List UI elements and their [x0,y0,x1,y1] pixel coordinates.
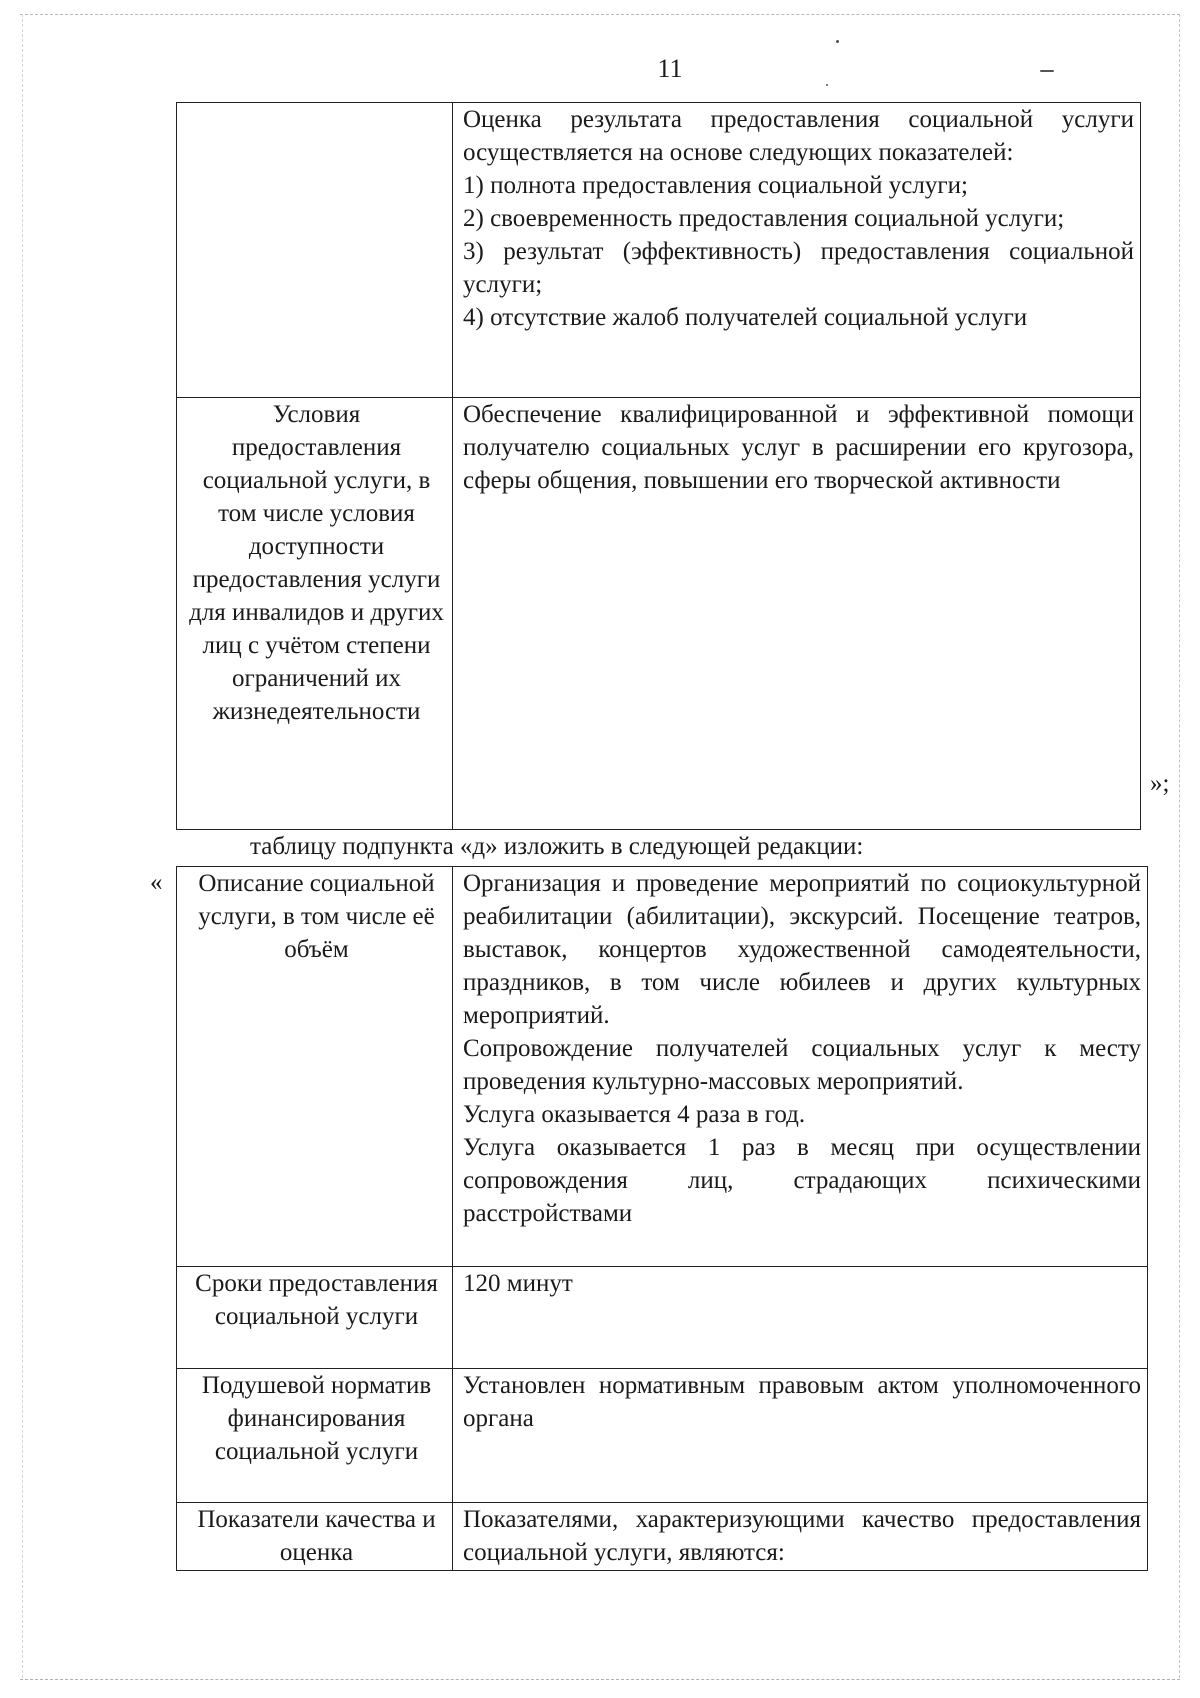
row-label: Показатели качества и оценка [177,1503,453,1571]
table-row [177,398,1141,830]
table-row [177,1369,1148,1503]
paragraph: 3) результат (эффективность) предоставления социальной услуги; [463,238,1134,298]
paragraph: Услуга оказывается 4 раза в год. [463,1101,806,1128]
table-row [177,103,1141,398]
row-content [453,1267,1148,1369]
opening-quote: « [150,869,163,896]
row-label: Описание социальной услуги, в том числе её объём [177,867,453,1267]
paragraph: Организация и проведение мероприятий по социокультурной реабилитации (абилитации), экскурсий. Посещение театров, выставок, концертов художественной самодеятельности, праздников, в том числе юбилеев и других культурных мероприятий. [463,870,1141,1029]
amendment-intro: таблицу подпункта «д» изложить в следующей редакции: [250,833,864,860]
service-table-d [176,866,1148,1571]
table-row [177,1267,1148,1369]
row-label: Условия предоставления социальной услуги, в том числе условия доступности предоставления услуги для инвалидов и других лиц с учётом степени ограничений их жизнедеятельности [177,398,453,830]
scan-speck [826,84,828,86]
paragraph: Обеспечение квалифицированной и эффективной помощи получателю социальных услуг в расширении его кругозора, сферы общения, повышении его творческой активности [463,401,1134,494]
paragraph: Сопровождение получателей социальных услуг к месту проведения культурно-массовых мероприятий. [463,1035,1141,1095]
row-content [453,103,1141,398]
paragraph: 120 минут [463,1270,573,1297]
service-table-continued [176,102,1141,830]
page-number: 11 [657,54,683,83]
paragraph: 4) отсутствие жалоб получателей социальной услуги [463,304,1028,331]
scan-edge-left [22,14,23,1678]
row-label: Подушевой норматив финансирования социальной услуги [177,1369,453,1503]
row-label: Сроки предоставления социальной услуги [177,1267,453,1369]
row-content [453,867,1148,1267]
row-content [453,1503,1148,1571]
paragraph: Установлен нормативным правовым актом уполномоченного органа [463,1372,1141,1432]
scan-edge-top [20,14,1180,15]
paragraph: Оценка результата предоставления социальной услуги осуществляется на основе следующих показателей: [463,106,1134,166]
row-label [177,103,453,398]
paragraph: Показателями, характеризующими качество предоставления социальной услуги, являются: [463,1506,1141,1566]
table-row [177,867,1148,1267]
table-row [177,1503,1148,1571]
paragraph: Услуга оказывается 1 раз в месяц при осуществлении сопровождения лиц, страдающих психическими расстройствами [463,1134,1141,1227]
row-content [453,1369,1148,1503]
paragraph: 2) своевременность предоставления социальной услуги; [463,205,1065,232]
scan-edge-bottom [20,1679,1180,1680]
closing-quote: »; [1150,770,1170,797]
scan-speck [836,40,839,43]
row-content [453,398,1141,830]
paragraph: 1) полнота предоставления социальной услуги; [463,172,968,199]
scan-edge-right [1179,14,1180,1678]
